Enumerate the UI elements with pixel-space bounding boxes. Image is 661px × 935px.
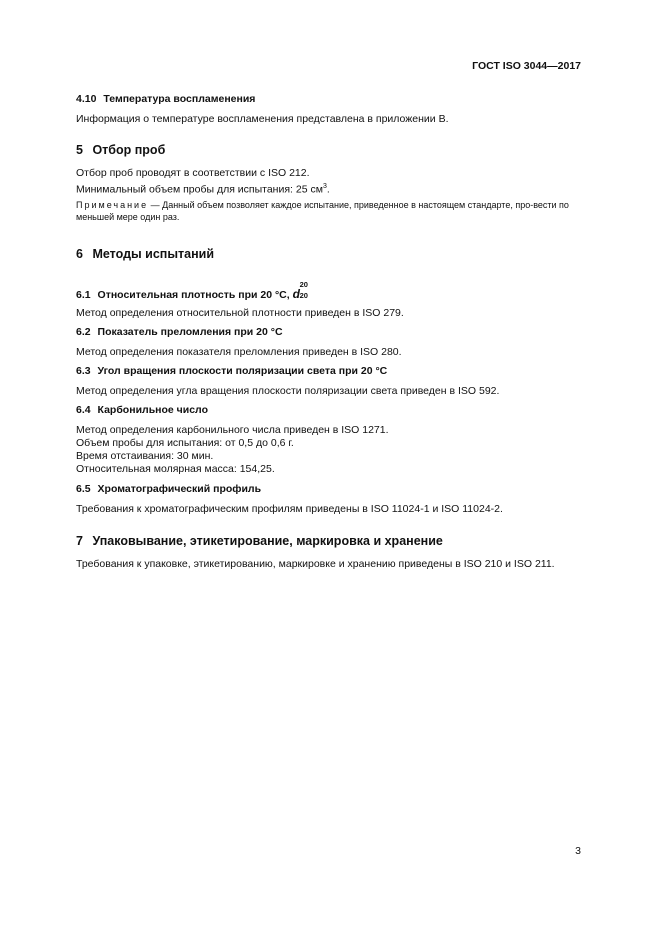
section-6-5-text: Требования к хроматографическим профилям приведены в ISO 11024-1 и ISO 11024-2. bbox=[76, 503, 503, 515]
section-7-heading bbox=[76, 534, 596, 548]
section-6-1-text: Метод определения относительной плотности приведен в ISO 279. bbox=[76, 307, 404, 319]
superscript: 3 bbox=[322, 183, 327, 190]
section-6-3-text: Метод определения угла вращения плоскости поляризации света приведен в ISO 592. bbox=[76, 385, 500, 397]
section-6-4-line-2: Объем пробы для испытания: от 0,5 до 0,6 г. bbox=[76, 437, 294, 449]
section-6-1-heading bbox=[76, 280, 596, 301]
section-5-line-2 bbox=[76, 180, 596, 197]
section-6-heading bbox=[76, 247, 596, 261]
section-number: 6.2 bbox=[76, 326, 91, 338]
section-6-5-heading bbox=[76, 483, 596, 495]
section-6-4-line-1: Метод определения карбонильного числа приведен в ISO 1271. bbox=[76, 424, 389, 436]
section-6-4-heading bbox=[76, 404, 596, 416]
line-end: . bbox=[326, 183, 330, 196]
section-5-note bbox=[76, 199, 586, 223]
section-title: Угол вращения плоскости поляризации света при 20 °С bbox=[97, 365, 388, 377]
section-number: 6 bbox=[76, 247, 83, 261]
section-title: Относительная плотность при 20 °С, bbox=[97, 289, 290, 301]
section-4-10-text: Информация о температуре воспламенения представлена в приложении В. bbox=[76, 113, 449, 125]
section-title: Упаковывание, этикетирование, маркировка и хранение bbox=[92, 534, 443, 548]
section-7-text: Требования к упаковке, этикетированию, маркировке и хранению приведены в ISO 210 и ISO 211. bbox=[76, 558, 555, 570]
section-6-4-line-3: Время отстаивания: 30 мин. bbox=[76, 450, 214, 462]
section-number: 4.10 bbox=[76, 93, 97, 105]
note-label: Примечание bbox=[76, 200, 149, 210]
relative-density-symbol: d 20 20 bbox=[292, 280, 308, 301]
section-5-line-1: Отбор проб проводят в соответствии с ISO 212. bbox=[76, 167, 310, 179]
page-number: 3 bbox=[575, 845, 581, 857]
section-6-3-heading bbox=[76, 365, 596, 377]
section-4-10-heading bbox=[76, 93, 596, 105]
section-number: 7 bbox=[76, 534, 83, 548]
section-5-heading bbox=[76, 143, 596, 157]
section-title: Температура воспламенения bbox=[103, 93, 256, 105]
line-text: Минимальный объем пробы для испытания: 25 см bbox=[76, 183, 323, 196]
section-number: 5 bbox=[76, 143, 83, 157]
section-title: Методы испытаний bbox=[92, 247, 215, 261]
document-header: ГОСТ ISO 3044—2017 bbox=[472, 60, 581, 72]
section-title: Показатель преломления при 20 °С bbox=[97, 326, 283, 338]
section-6-2-text: Метод определения показателя преломления приведен в ISO 280. bbox=[76, 346, 402, 358]
section-title: Хроматографический профиль bbox=[97, 483, 262, 495]
section-title: Отбор проб bbox=[92, 143, 166, 157]
section-title: Карбонильное число bbox=[97, 404, 208, 416]
section-6-2-heading bbox=[76, 326, 596, 338]
section-number: 6.5 bbox=[76, 483, 91, 495]
section-number: 6.1 bbox=[76, 289, 91, 301]
section-6-4-line-4: Относительная молярная масса: 154,25. bbox=[76, 463, 275, 475]
note-text: — Данный объем позволяет каждое испытание, приведенное в настоящем стандарте, про-вести по меньшей мере один раз. bbox=[76, 200, 569, 222]
section-number: 6.4 bbox=[76, 404, 91, 416]
section-number: 6.3 bbox=[76, 365, 91, 377]
